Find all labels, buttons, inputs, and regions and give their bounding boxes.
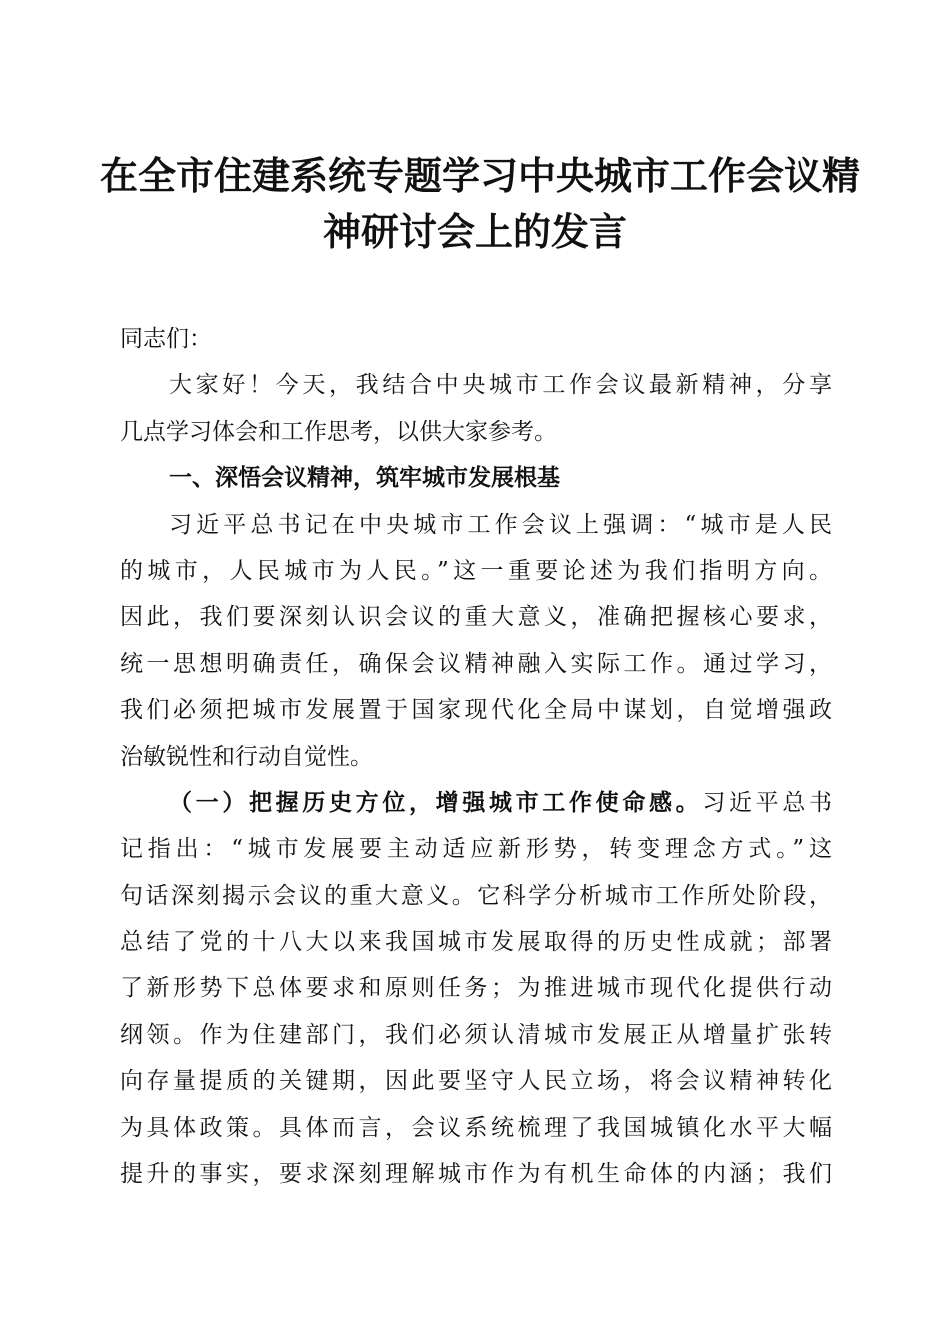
subsection-heading: （一）把握历史方位，增强城市工作使命感。	[169, 788, 703, 816]
paragraph-line: 了新形势下总体要求和原则任务；为推进城市现代化提供行动	[120, 975, 832, 1002]
paragraph-line: 大家好！今天，我结合中央城市工作会议最新精神，分享	[169, 372, 832, 399]
paragraph-line: 的城市，人民城市为人民。”这一重要论述为我们指明方向。	[120, 557, 832, 584]
paragraph-line: 我们必须把城市发展置于国家现代化全局中谋划，自觉增强政	[120, 697, 832, 724]
paragraph-line: 统一思想明确责任，确保会议精神融入实际工作。通过学习，	[120, 650, 832, 677]
paragraph-line: 纲领。作为住建部门，我们必须认清城市发展正从增量扩张转	[120, 1021, 832, 1048]
section-heading: 一、深悟会议精神，筑牢城市发展根基	[169, 465, 560, 492]
subsection1-paragraph	[120, 780, 832, 1198]
document-title	[100, 148, 861, 260]
subsection-lead-text: 习近平总书	[702, 789, 833, 816]
paragraph-line	[120, 780, 832, 826]
paragraph-line: 因此，我们要深刻认识会议的重大意义，准确把握核心要求，	[120, 604, 832, 631]
paragraph-line: 习近平总书记在中央城市工作会议上强调：“城市是人民	[169, 511, 832, 538]
title-line: 在全市住建系统专题学习中央城市工作会议精	[100, 154, 861, 198]
paragraph-line: 提升的事实，要求深刻理解城市作为有机生命体的内涵；我们	[120, 1161, 832, 1188]
intro-paragraph	[120, 362, 832, 455]
paragraph-line: 总结了党的十八大以来我国城市发展取得的历史性成就；部署	[120, 929, 832, 956]
paragraph-line: 句话深刻揭示会议的重大意义。它科学分析城市工作所处阶段，	[120, 882, 832, 909]
paragraph-line: 向存量提质的关键期，因此要坚守人民立场，将会议精神转化	[120, 1068, 832, 1095]
title-line: 神研讨会上的发言	[322, 210, 627, 254]
paragraph-line: 记指出：“城市发展要主动适应新形势，转变理念方式。”这	[120, 836, 832, 863]
paragraph-line: 几点学习体会和工作思考，以供大家参考。	[120, 418, 557, 445]
document-body	[120, 316, 832, 1197]
paragraph-line: 治敏锐性和行动自觉性。	[120, 743, 373, 770]
salutation: 同志们：	[120, 326, 212, 352]
paragraph-line: 为具体政策。具体而言，会议系统梳理了我国城镇化水平大幅	[120, 1114, 832, 1141]
section1-paragraph	[120, 502, 832, 780]
